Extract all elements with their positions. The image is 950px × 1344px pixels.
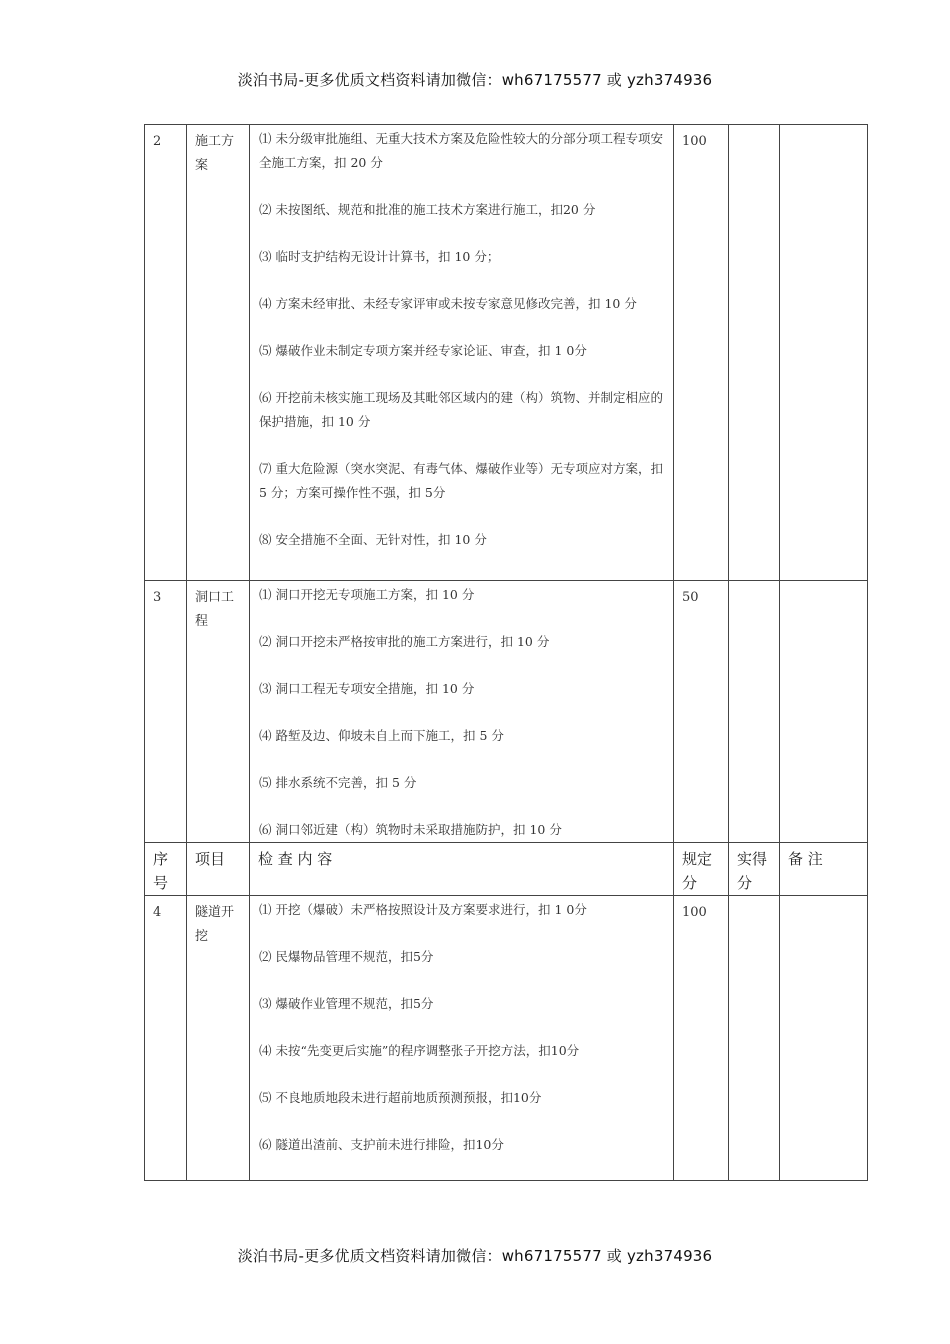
content-cell (250, 125, 674, 581)
score-cell: 50 (674, 581, 729, 843)
header-project: 项目 (187, 843, 250, 896)
check-item: ⑹ 隧道出渣前、支护前未进行排险，扣10分 (259, 1137, 504, 1152)
actual-score-cell[interactable] (729, 896, 780, 1181)
check-item: ⑴ 洞口开挖无专项施工方案，扣 10 分 (259, 587, 475, 602)
content-cell (250, 896, 674, 1181)
header-notes: 备 注 (780, 843, 868, 896)
check-items (250, 581, 673, 842)
score-cell: 100 (674, 125, 729, 581)
check-item: ⑵ 未按图纸、规范和批准的施工技术方案进行施工，扣20 分 (259, 202, 596, 217)
header-content: 检 查 内 容 (250, 843, 674, 896)
table-row (145, 125, 868, 581)
inspection-table (144, 124, 868, 1181)
check-item: ⑵ 洞口开挖未严格按审批的施工方案进行，扣 10 分 (259, 634, 550, 649)
check-item: ⑶ 临时支护结构无设计计算书，扣 10 分； (259, 249, 500, 264)
index-cell: 3 (145, 581, 187, 843)
check-item: ⑴ 开挖（爆破）未严格按照设计及方案要求进行，扣 1 0分 (259, 902, 587, 917)
check-item: ⑹ 洞口邻近建（构）筑物时未采取措施防护，扣 10 分 (259, 822, 562, 837)
header-index: 序号 (145, 843, 187, 896)
project-cell: 洞口工程 (187, 581, 250, 843)
table-row (145, 581, 868, 843)
header-banner: 淡泊书局-更多优质文档资料请加微信：wh67175577 或 yzh374936 (237, 71, 713, 89)
check-item: ⑷ 未按“先变更后实施”的程序调整张子开挖方法，扣10分 (259, 1043, 580, 1058)
table-header-row (145, 843, 868, 896)
notes-cell[interactable] (780, 581, 868, 843)
check-item: ⑷ 路堑及边、仰坡未自上而下施工，扣 5 分 (259, 728, 504, 743)
check-item: ⑹ 开挖前未核实施工现场及其毗邻区域内的建（构）筑物、并制定相应的保护措施，扣 10 分 (259, 390, 663, 429)
actual-score-cell[interactable] (729, 125, 780, 581)
check-item: ⑷ 方案未经审批、未经专家评审或未按专家意见修改完善，扣 10 分 (259, 296, 637, 311)
check-items (250, 896, 673, 1157)
check-item: ⑴ 未分级审批施组、无重大技术方案及危险性较大的分部分项工程专项安全施工方案，扣 20 分 (259, 131, 663, 170)
notes-cell[interactable] (780, 896, 868, 1181)
check-item: ⑸ 不良地质地段未进行超前地质预测预报，扣10分 (259, 1090, 542, 1105)
check-items (250, 125, 673, 552)
actual-score-cell[interactable] (729, 581, 780, 843)
table-row (145, 896, 868, 1181)
project-cell: 隧道开挖 (187, 896, 250, 1181)
header-score: 规定分 (674, 843, 729, 896)
check-item: ⑺ 重大危险源（突水突泥、有毒气体、爆破作业等）无专项应对方案，扣 5 分；方案可操作性不强，扣 5分 (259, 461, 663, 500)
header-actual: 实得分 (729, 843, 780, 896)
project-cell: 施工方案 (187, 125, 250, 581)
check-item: ⑶ 爆破作业管理不规范，扣5分 (259, 996, 434, 1011)
footer-banner: 淡泊书局-更多优质文档资料请加微信：wh67175577 或 yzh374936 (237, 1247, 713, 1265)
notes-cell[interactable] (780, 125, 868, 581)
check-item: ⑶ 洞口工程无专项安全措施，扣 10 分 (259, 681, 475, 696)
content-cell (250, 581, 674, 843)
check-item: ⑻ 安全措施不全面、无针对性，扣 10 分 (259, 532, 487, 547)
check-item: ⑸ 爆破作业未制定专项方案并经专家论证、审查，扣 1 0分 (259, 343, 587, 358)
check-item: ⑸ 排水系统不完善，扣 5 分 (259, 775, 417, 790)
check-item: ⑵ 民爆物品管理不规范，扣5分 (259, 949, 434, 964)
index-cell: 4 (145, 896, 187, 1181)
index-cell: 2 (145, 125, 187, 581)
score-cell: 100 (674, 896, 729, 1181)
